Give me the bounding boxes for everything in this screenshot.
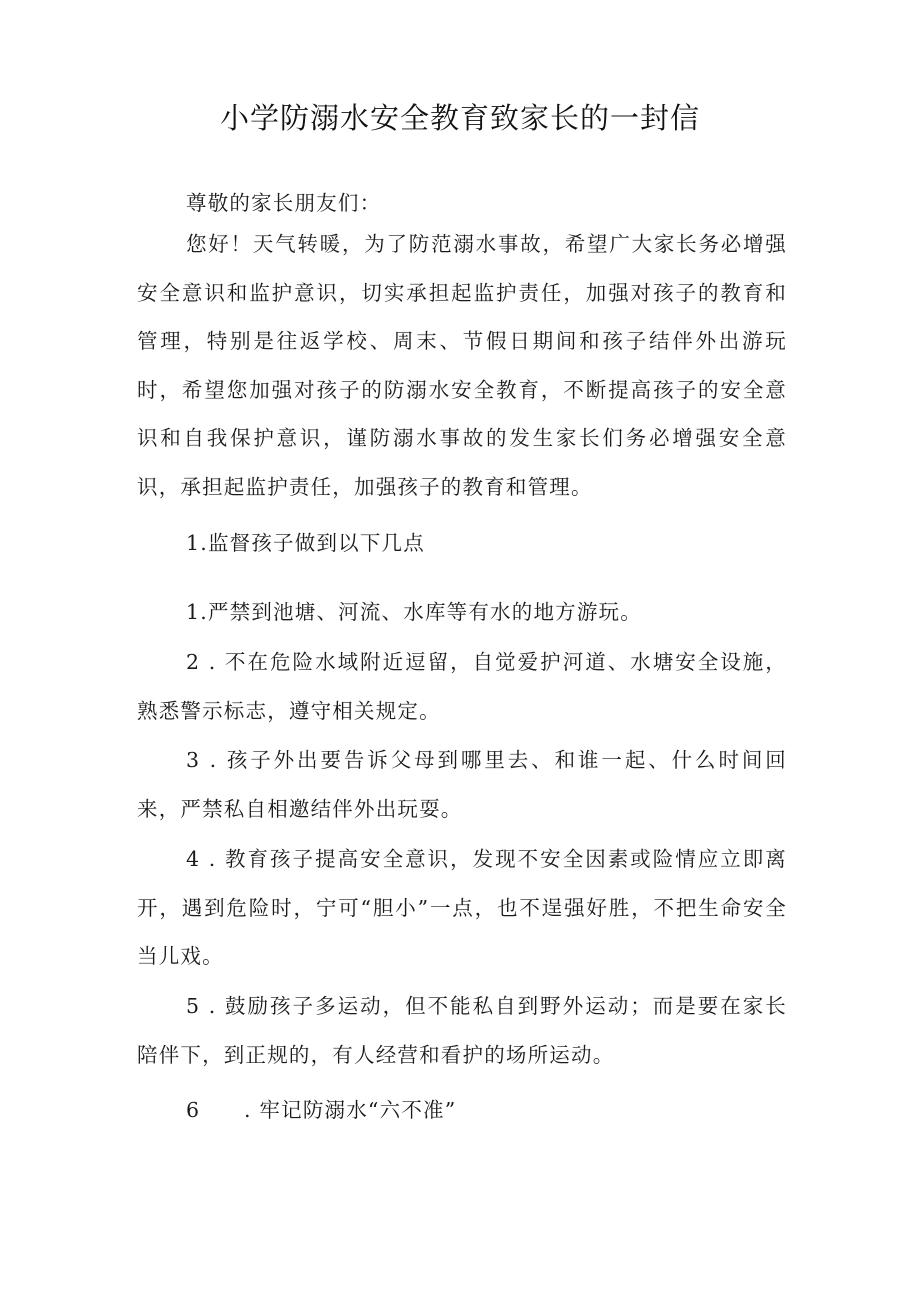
intro-paragraph: 您好！天气转暖，为了防范溺水事故，希望广大家长务必增强安全意识和监护意识，切实承担起监护责任，加强对孩子的教育和管理，特别是往返学校、周末、节假日期间和孩子结伴外出游玩时，希望您加强对孩子的防溺水安全教育，不断提高孩子的安全意识和自我保护意识，谨防溺水事故的发生家长们务必增强安全意识，承担起监护责任，加强孩子的教育和管理。 xyxy=(137,232,787,499)
section-heading: 1.监督孩子做到以下几点 xyxy=(186,531,425,555)
list-item-6 xyxy=(186,1086,456,1135)
document-title: 小学防溺水安全教育致家长的一封信 xyxy=(219,101,700,135)
list-item: 3 . 孩子外出要告诉父母到哪里去、和谁一起、什么时间回来，严禁私自相邀结伴外出玩耍。 xyxy=(137,748,787,821)
list-item: 1.严禁到池塘、河流、水库等有水的地方游玩。 xyxy=(186,600,642,624)
list-item-6-text: . 牢记防溺水“六不准” xyxy=(244,1098,457,1122)
list-item: 2 . 不在危险水域附近逗留，自觉爱护河道、水塘安全设施，熟悉警示标志，遵守相关规定。 xyxy=(137,650,787,723)
list-item: 4 . 教育孩子提高安全意识，发现不安全因素或险情应立即离开，遇到危险时，宁可“胆小”一点，也不逞强好胜，不把生命安全当儿戏。 xyxy=(137,847,787,968)
list-item-6-number: 6 xyxy=(186,1098,201,1122)
salutation: 尊敬的家长朋友们： xyxy=(186,191,382,215)
list-item: 5 . 鼓励孩子多运动，但不能私自到野外运动；而是要在家长陪伴下，到正规的，有人经营和看护的场所运动。 xyxy=(137,994,787,1067)
